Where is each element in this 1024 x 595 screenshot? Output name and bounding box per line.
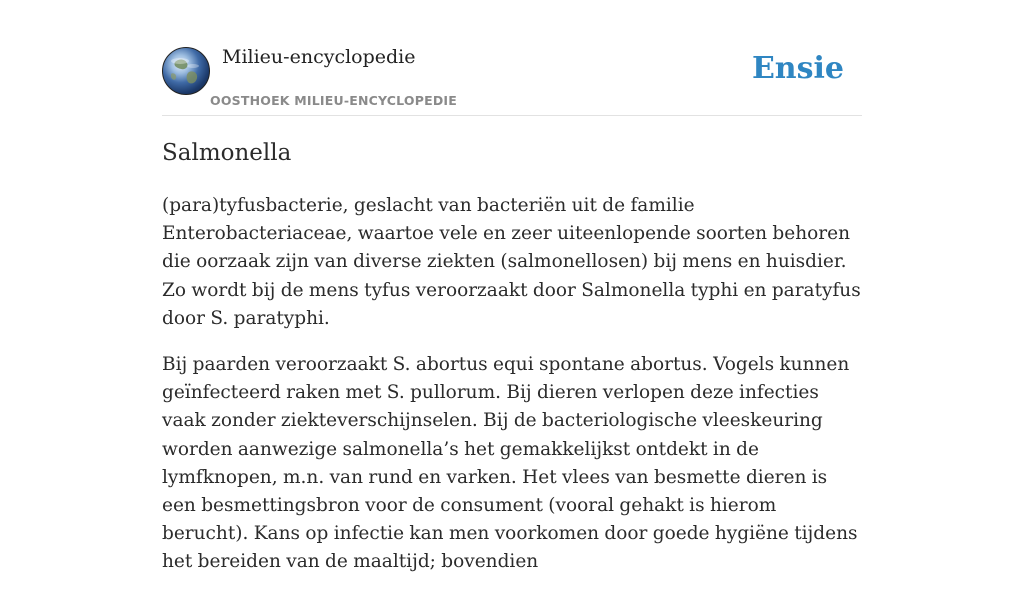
page bbox=[162, 0, 862, 573]
site-name-link[interactable]: Milieu-encyclopedie bbox=[222, 46, 416, 68]
site-header bbox=[162, 0, 862, 116]
article-paragraph: (para)tyfusbacterie, geslacht van bacteriën uit de familie Enterobacteriaceae, waartoe vele en zeer uiteenlopende soorten behoren die oorzaak zijn van diverse ziekten (salmonellosen) bij mens en huisdier. Zo wordt bij de mens tyfus veroorzaakt door Salmonella typhi en paratyfus door S. paratyphi. bbox=[162, 195, 861, 329]
article-paragraph: Bij paarden veroorzaakt S. abortus equi spontane abortus. Vogels kunnen geïnfecteerd raken met S. pullorum. Bij dieren verlopen deze infecties vaak zonder ziekteverschijnselen. Bij de bacteriologische vleeskeuring worden aanwezige salmonella’s het gemakkelijkst ontdekt in de lymfknopen, m.n. van rund en varken. Het vlees van besmette dieren is een besmettingsbron voor de consument (vooral gehakt is hierom berucht). Kans op infectie kan men voorkomen door goede hygiëne tijdens het bereiden van de maaltijd; bovendien bbox=[162, 354, 858, 573]
earth-globe-icon[interactable] bbox=[162, 47, 210, 95]
article-title: Salmonella bbox=[162, 140, 292, 166]
ensie-logo[interactable]: Ensie bbox=[751, 51, 844, 86]
article-body bbox=[162, 192, 862, 595]
site-subtitle: OOSTHOEK MILIEU-ENCYCLOPEDIE bbox=[210, 93, 457, 108]
